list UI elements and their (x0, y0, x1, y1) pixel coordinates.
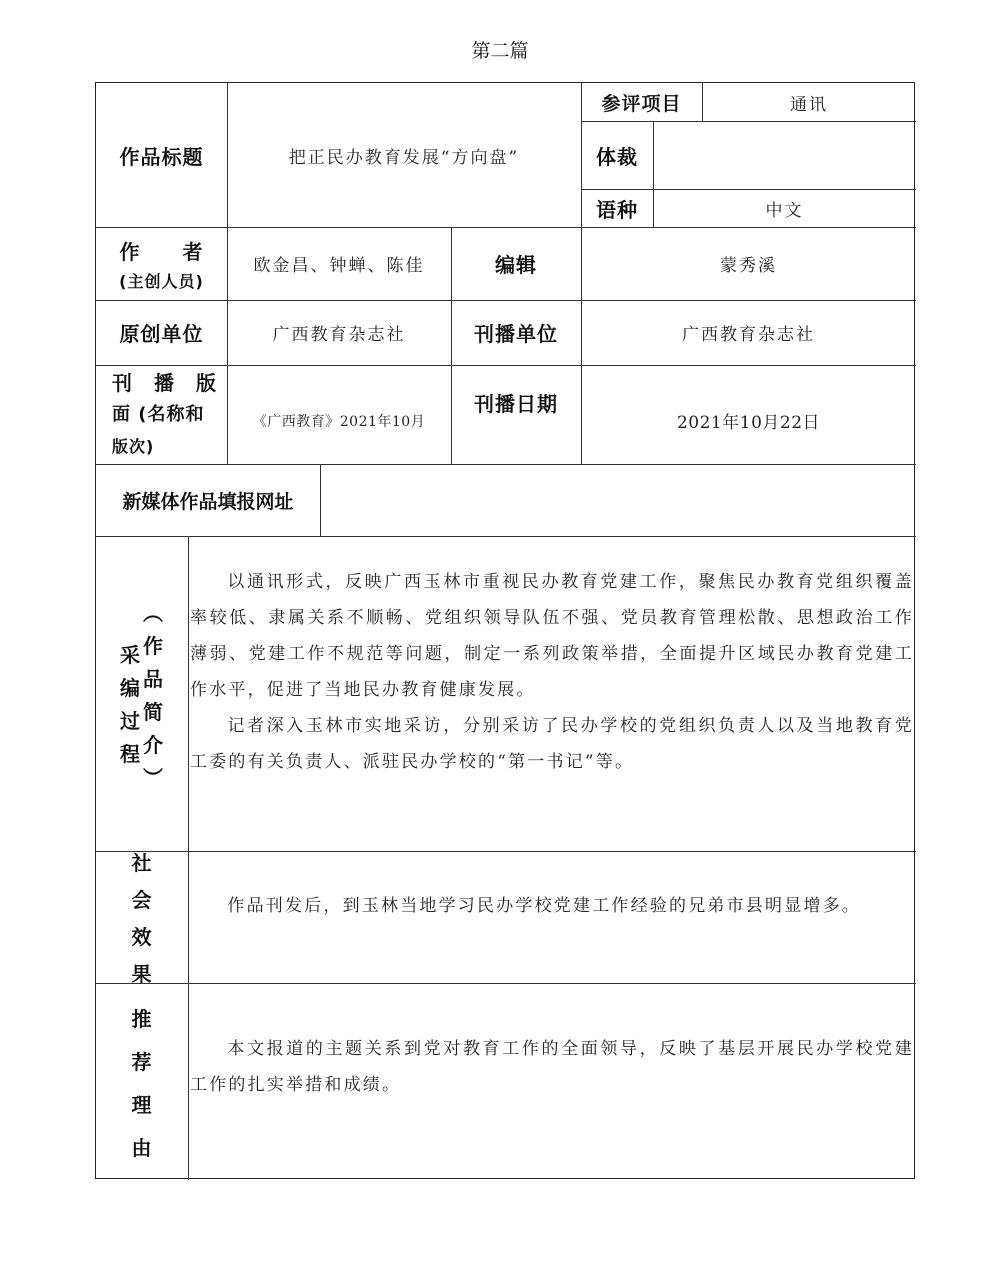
layout-label (96, 365, 227, 464)
intro-label-char: 采 (120, 642, 141, 667)
social-effect-label-char: 会 (131, 888, 153, 912)
layout-label-line1: 刊 播 版 (112, 370, 217, 395)
intro-label-char: 介 (143, 732, 164, 757)
author-value: 欧金昌、钟蝉、陈佳 (253, 256, 425, 276)
category-value: 通讯 (790, 94, 828, 115)
author-label-main: 作 者 (119, 239, 204, 264)
recommend-value: 本文报道的主题关系到党对教育工作的全面领导，反映了基层开展民办学校党建工作的扎实举措和成绩。 (190, 1039, 914, 1095)
intro-content (190, 564, 914, 780)
row-divider (96, 536, 916, 537)
publish-unit-label: 刊播单位 (474, 322, 558, 346)
layout-value: 《广西教育》2021年10月 (252, 413, 426, 430)
layout-label-line2: 面 (名称和 (112, 403, 205, 425)
intro-paragraph: 以通讯形式，反映广西玉林市重视民办教育党建工作，聚焦民办教育党组织覆盖率较低、隶属关系不顺畅、党组织领导队伍不强、党员教育管理松散、思想政治工作薄弱、党建工作不规范等问题，制定一系列政策举措，全面提升区域民办教育党建工作水平，促进了当地民办教育健康发展。 (190, 572, 914, 700)
intro-label-char: ︶ (143, 765, 164, 790)
col-divider (188, 536, 189, 1180)
intro-label-char: 编 (120, 675, 141, 700)
recommend-label-char: 由 (131, 1135, 153, 1160)
editor-label: 编辑 (495, 253, 537, 277)
title-label: 作品标题 (119, 144, 204, 169)
social-effect-label-char: 效 (131, 925, 153, 949)
recommend-label-char: 理 (131, 1092, 153, 1117)
author-label (96, 227, 227, 300)
submission-form-table (95, 82, 915, 1179)
title-value: 把正民办教育发展“方向盘” (288, 147, 520, 168)
intro-label-char: ︵ (143, 600, 164, 625)
category-label: 参评项目 (601, 92, 682, 115)
intro-label-char: 程 (120, 741, 141, 766)
publish-unit-value: 广西教育杂志社 (682, 325, 815, 345)
language-label: 语种 (596, 197, 638, 222)
genre-label: 体裁 (596, 144, 638, 169)
social-effect-label-char: 果 (131, 962, 153, 986)
intro-label-char: 简 (143, 699, 164, 724)
social-effect-label (96, 851, 188, 986)
social-effect-value: 作品刊发后，到玉林当地学习民办学校党建工作经验的兄弟市县明显增多。 (227, 896, 861, 916)
publish-date-value: 2021年10月22日 (676, 413, 821, 433)
page-title: 第二篇 (471, 40, 529, 62)
row-divider (96, 983, 916, 984)
recommend-label (96, 983, 188, 1180)
editor-value: 蒙秀溪 (720, 256, 777, 276)
intro-label (96, 536, 188, 851)
intro-label-char: 作 (143, 633, 164, 658)
intro-paragraph: 记者深入玉林市实地采访，分别采访了民办学校的党组织负责人以及当地教育党工委的有关负责人、派驻民办学校的“第一书记”等。 (190, 716, 914, 772)
author-label-sub: (主创人员) (119, 271, 204, 291)
new-media-url-label: 新媒体作品填报网址 (122, 490, 294, 513)
social-effect-label-char: 社 (131, 851, 153, 875)
recommend-content (190, 1031, 914, 1103)
origin-unit-value: 广西教育杂志社 (272, 325, 406, 345)
language-value: 中文 (765, 200, 804, 221)
recommend-label-char: 荐 (131, 1049, 153, 1074)
new-media-url-value[interactable] (320, 464, 916, 536)
recommend-label-char: 推 (131, 1006, 153, 1031)
layout-label-line3: 版次) (112, 436, 155, 456)
intro-label-char: 过 (120, 708, 141, 733)
origin-unit-label: 原创单位 (119, 322, 204, 346)
intro-label-char: 品 (143, 666, 164, 691)
genre-value (653, 121, 916, 189)
social-effect-content (190, 851, 914, 961)
publish-date-label: 刊播日期 (474, 392, 558, 416)
